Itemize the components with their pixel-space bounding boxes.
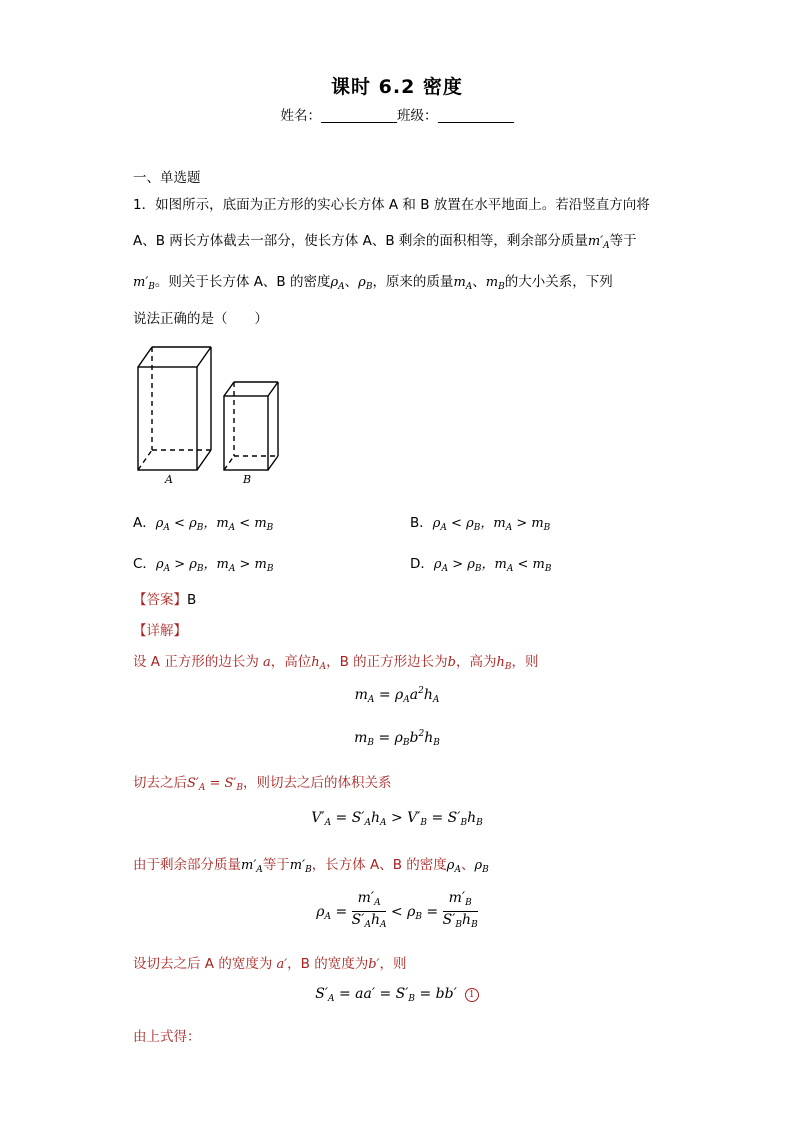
option-b[interactable]	[410, 511, 550, 533]
figure-label-b: B	[243, 473, 252, 486]
option-a[interactable]	[133, 511, 273, 533]
solution-line-5: 由上式得：	[133, 1029, 201, 1045]
solution-1c: ，B 的正方形边长为	[326, 654, 448, 670]
question-line-2-tail: 等于	[609, 233, 637, 249]
name-blank[interactable]	[321, 108, 397, 123]
math-a-prime: a′	[272, 957, 288, 972]
solution-1d: ，高为	[455, 654, 497, 670]
name-class-row	[0, 104, 794, 124]
prism-b-front-face	[224, 396, 268, 470]
solution-1e: ，则	[511, 654, 539, 670]
option-a-math: $\rho_A < \rho_B$，$m_A < m_B$	[155, 516, 274, 533]
solution-2a: 切去之后	[133, 775, 187, 791]
solution-line-3	[133, 853, 489, 875]
math-m-b: $m_B$	[485, 275, 505, 292]
equation-m-a: $m_A = \rho_Aa^2h_A$	[354, 686, 440, 705]
solution-3c: ，长方体 A、B 的密度	[311, 857, 447, 873]
math-b: b	[447, 655, 456, 670]
name-label: 姓名：	[280, 108, 321, 124]
solution-line-2	[133, 771, 392, 793]
prisms-figure	[133, 340, 293, 488]
figure-label-a: A	[165, 473, 173, 486]
question-line-2	[133, 229, 637, 251]
answer-label: 【答案】	[133, 592, 187, 608]
question-line-3-text: 。则关于长方体 A、B 的密度	[154, 274, 331, 290]
equation-m-b: $m_B = \rho_Bb^2h_B$	[354, 729, 440, 748]
solution-line-1	[133, 650, 538, 672]
math-area-equal: $S'_A = S'_B$	[187, 776, 243, 793]
math-rho-b-2: $\rho_B$	[474, 858, 489, 875]
class-label: 班级：	[397, 108, 438, 124]
math-h-a: $h_A$	[311, 655, 327, 672]
solution-4c: ，则	[379, 956, 407, 972]
solution-1b: ，高位	[270, 654, 312, 670]
math-a: a	[258, 655, 271, 670]
math-h-b: $h_B$	[496, 655, 512, 672]
equation-widths: $S'_A = aa' = S'_B = bb'$ 1	[0, 986, 794, 1004]
question-line-1: 1．如图所示，底面为正方形的实心长方体 A 和 B 放置在水平地面上。若沿竖直方向将	[133, 197, 650, 213]
question-line-3-mid: ，原来的质量	[372, 274, 454, 290]
prism-a-front-face	[138, 367, 197, 470]
page-title: 课时 6.2 密度	[331, 76, 463, 98]
option-b-math: $\rho_A < \rho_B$，$m_A > m_B$	[432, 516, 551, 533]
math-rho-a: $\rho_A$	[330, 275, 345, 292]
question-line-4: 说法正确的是（ ）	[133, 311, 268, 327]
solution-3b: 等于	[262, 857, 290, 873]
option-c-math: $\rho_A > \rho_B$，$m_A > m_B$	[155, 557, 274, 574]
class-blank[interactable]	[438, 108, 514, 123]
option-d[interactable]	[410, 552, 551, 574]
solution-4b: ，B 的宽度为	[287, 956, 369, 972]
option-b-label: B．	[410, 515, 433, 531]
math-m-prime-a-2: $m'_A$	[241, 858, 263, 875]
solution-4a: 设切去之后 A 的宽度为	[133, 956, 273, 972]
math-rho-a-2: $\rho_A$	[446, 858, 461, 875]
option-d-label: D．	[410, 556, 434, 572]
math-m-prime-b: $m'_B$	[133, 275, 155, 292]
solution-3a: 由于剩余部分质量	[133, 857, 241, 873]
answer-row	[133, 588, 196, 608]
circled-number: 1	[465, 988, 479, 1002]
question-line-2-text: A、B 两长方体截去一部分，使长方体 A、B 剩余的面积相等，剩余部分质量	[133, 233, 588, 249]
option-c[interactable]	[133, 552, 273, 574]
solution-1a: 设 A 正方形的边长为	[133, 654, 259, 670]
question-line-3-tail: 的大小关系，下列	[504, 274, 613, 290]
math-rho-b: $\rho_B$	[358, 275, 373, 292]
math-b-prime: b′	[368, 957, 380, 972]
math-m-prime-b-2: $m'_B$	[289, 858, 312, 875]
option-a-label: A．	[133, 515, 156, 531]
equation-volume: $V'_A = S'_Ah_A > V'_B = S'_Bh_B$	[311, 810, 483, 828]
sep-1: 、	[344, 274, 359, 290]
sep-2: 、	[472, 274, 486, 290]
detail-label: 【详解】	[133, 623, 187, 639]
section-heading: 一、单选题	[133, 170, 201, 186]
equation-density: $\rho_A$ = $\frac{m'_A}{S'_Ah_A}$ < $\rho_B$ = $\frac{m'_B}{S'_Bh_B}$	[316, 890, 478, 930]
math-m-a: $m_A$	[453, 275, 473, 292]
solution-line-4	[133, 952, 407, 972]
answer-value: B	[187, 592, 197, 608]
option-d-math: $\rho_A > \rho_B$，$m_A < m_B$	[433, 557, 552, 574]
option-c-label: C．	[133, 556, 156, 572]
math-m-prime-a: $m'_A$	[587, 234, 610, 251]
solution-3d: 、	[460, 857, 475, 873]
solution-2b: ，则切去之后的体积关系	[243, 775, 392, 791]
question-line-3	[133, 270, 613, 292]
